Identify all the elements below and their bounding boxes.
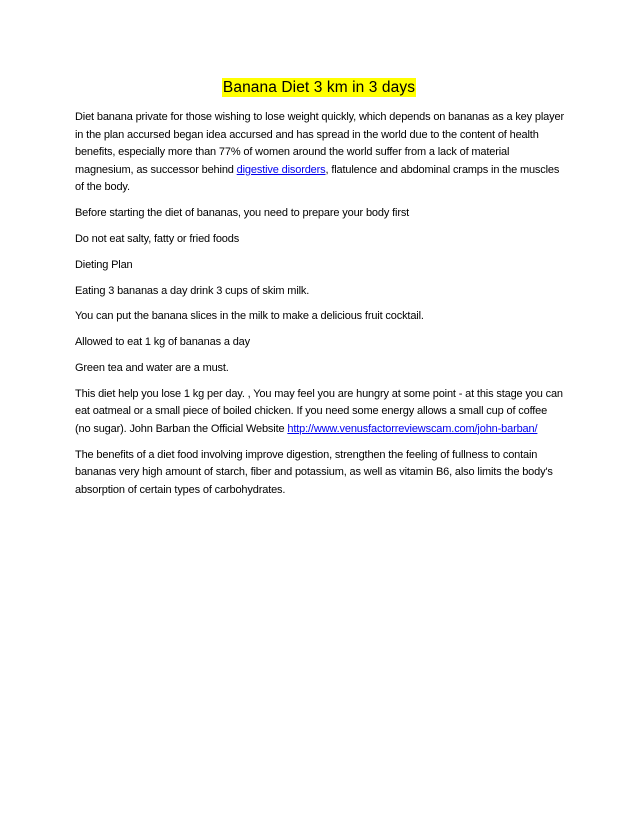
paragraph-intro <box>75 109 565 197</box>
paragraph-allowed-amount: Allowed to eat 1 kg of bananas a day <box>75 336 251 349</box>
paragraph-dieting-plan-heading: Dieting Plan <box>75 258 133 271</box>
paragraph-intro-text-start: Diet banana private for those wishing to lose weight quickly, which depends on bananas as a key player in the plan accursed began idea accursed and has spread in the world due to the content of health benefits, especially more than 77% of women around the world suffer from a lack of material magnesium, as successor behind <box>75 111 564 176</box>
paragraph-preparation: Before starting the diet of bananas, you need to prepare your body first <box>75 207 410 220</box>
official-website-link[interactable]: http://www.venusfactorreviewscam.com/john-barban/ <box>287 422 538 435</box>
paragraph-benefits: The benefits of a diet food involving improve digestion, strengthen the feeling of fullness to contain bananas very high amount of starch, fiber and potassium, as well as vitamin B6, also limits the body's absorption of certain types of carbohydrates. <box>75 448 553 496</box>
paragraph-avoid-foods: Do not eat salty, fatty or fried foods <box>75 232 240 245</box>
paragraph-weight-loss-text: This diet help you lose 1 kg per day. , You may feel you are hungry at some point - at this stage you can eat oatmeal or a small piece of boiled chicken. If you need some energy allows a small cup of coffee (no sugar). John Barban the Official Website <box>75 387 563 435</box>
title-container <box>0 78 638 97</box>
paragraph-fruit-cocktail: You can put the banana slices in the milk to make a delicious fruit cocktail. <box>75 310 424 323</box>
paragraph-bananas-milk: Eating 3 bananas a day drink 3 cups of skim milk. <box>75 284 310 297</box>
paragraph-intro-text-end: , flatulence and abdominal cramps in the muscles of the body. <box>75 163 560 194</box>
paragraph-green-tea: Green tea and water are a must. <box>75 361 229 374</box>
digestive-disorders-link[interactable]: digestive disorders <box>236 163 326 176</box>
document-body <box>75 109 565 508</box>
document-title: Banana Diet 3 km in 3 days <box>222 79 416 96</box>
paragraph-weight-loss <box>75 386 565 439</box>
